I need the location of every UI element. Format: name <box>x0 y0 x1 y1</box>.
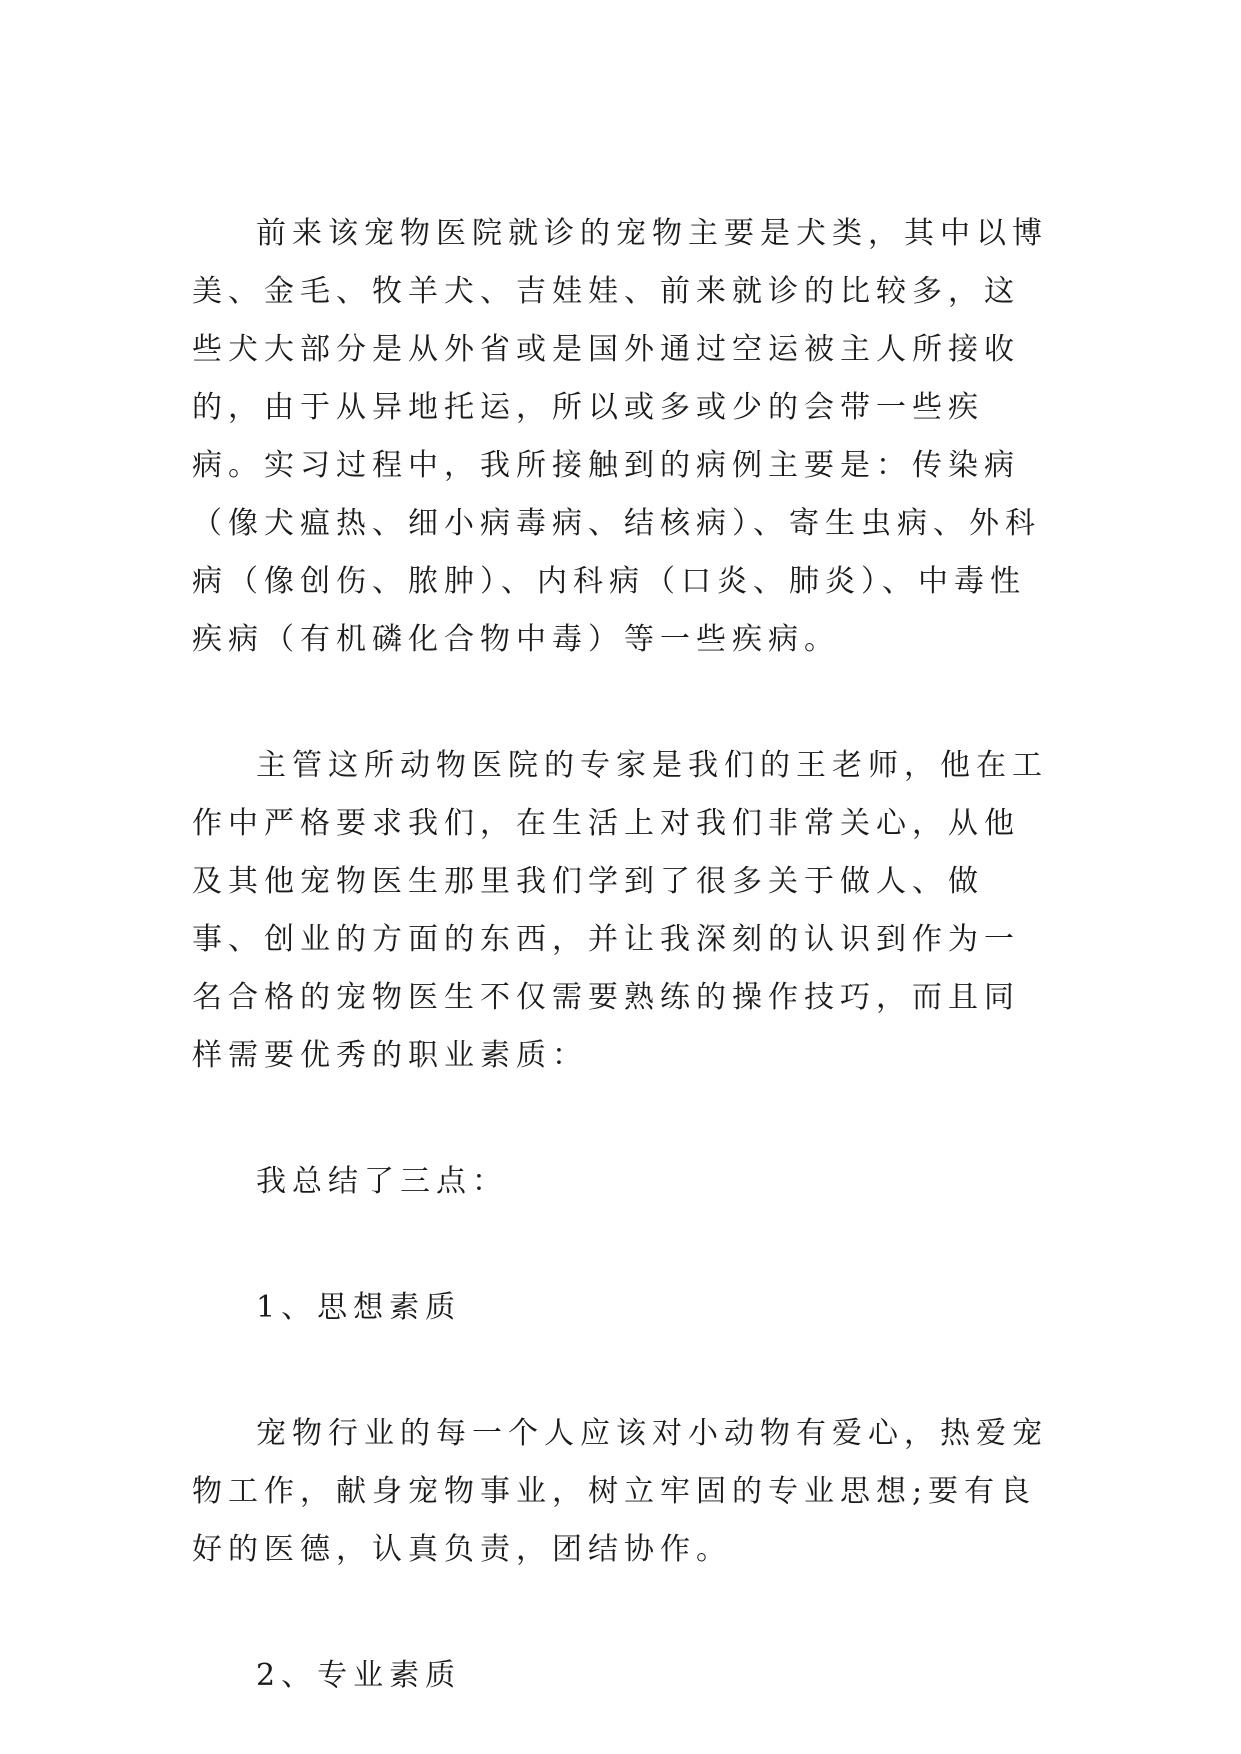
paragraph-ideological-quality: 宠物行业的每一个人应该对小动物有爱心，热爱宠物工作，献身宠物事业，树立牢固的专业思想;要有良好的医德，认真负责，团结协作。 <box>192 1416 1048 1567</box>
heading-ideological-quality: 1、思想素质 <box>256 1290 462 1325</box>
heading-professional-quality: 2、专业素质 <box>256 1658 462 1693</box>
paragraph-summary-intro: 我总结了三点： <box>256 1164 508 1199</box>
document-body <box>192 205 1052 1705</box>
paragraph-pet-cases: 前来该宠物医院就诊的宠物主要是犬类，其中以博美、金毛、牧羊犬、吉娃娃、前来就诊的比较多，这些犬大部分是从外省或是国外通过空运被主人所接收的，由于从异地托运，所以或多或少的会带一些疾病。实习过程中，我所接触到的病例主要是：传染病（像犬瘟热、细小病毒病、结核病）、寄生虫病、外科病（像创伤、脓肿）、内科病（口炎、肺炎）、中毒性疾病（有机磷化合物中毒）等一些疾病。 <box>192 216 1048 657</box>
paragraph-teacher: 主管这所动物医院的专家是我们的王老师，他在工作中严格要求我们，在生活上对我们非常关心，从他及其他宠物医生那里我们学到了很多关于做人、做事、创业的方面的东西，并让我深刻的认识到作为一名合格的宠物医生不仅需要熟练的操作技巧，而且同样需要优秀的职业素质： <box>192 748 1048 1073</box>
